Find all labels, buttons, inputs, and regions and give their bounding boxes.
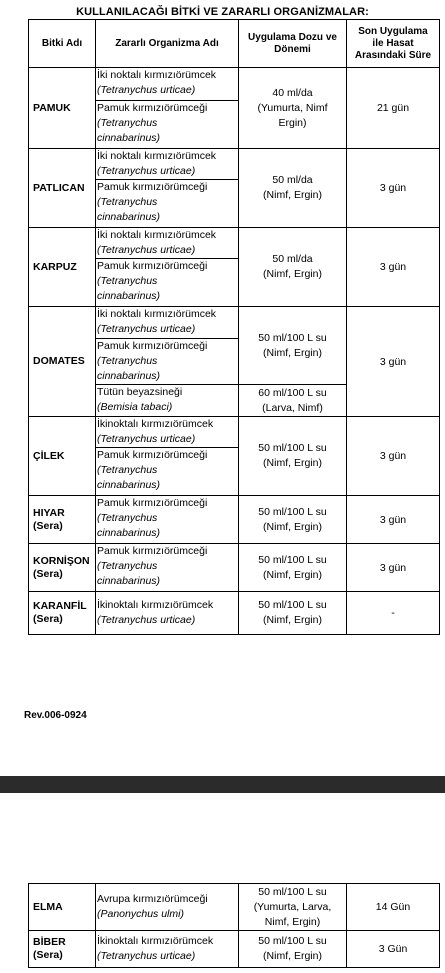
dose-cell: 50 ml/da (Nimf, Ergin) xyxy=(239,149,347,228)
table-row xyxy=(29,884,440,931)
dose-cell: 50 ml/100 L su (Nimf, Ergin) xyxy=(239,496,347,544)
phi-cell: 3 gün xyxy=(347,149,440,228)
pest-cell: İkinoktalı kırmızıörümcek (Tetranychus urticae) xyxy=(96,417,239,448)
dose-cell: 50 ml/100 L su (Yumurta, Larva, Nimf, Ergin) xyxy=(239,884,347,931)
pest-cell: Pamuk kırmızıörümceği (Tetranychus cinnabarinus) xyxy=(96,101,239,149)
phi-cell: 3 gün xyxy=(347,307,440,417)
dose-cell: 50 ml/100 L su (Nimf, Ergin) xyxy=(239,544,347,592)
crop-name: ELMA xyxy=(29,884,96,931)
page-title: KULLANILACAĞI BİTKİ VE ZARARLI ORGANİZMALAR: xyxy=(76,6,369,18)
table-row xyxy=(29,307,440,339)
crop-name: KARPUZ xyxy=(29,228,96,307)
pest-cell: İki noktalı kırmızıörümcek (Tetranychus urticae) xyxy=(96,228,239,259)
dose-cell: 60 ml/100 L su (Larva, Nimf) xyxy=(239,385,347,417)
table-row xyxy=(29,68,440,101)
table-row xyxy=(29,592,440,635)
crop-pest-table xyxy=(28,19,440,635)
crop-name: DOMATES xyxy=(29,307,96,417)
dose-cell: 50 ml/100 L su (Nimf, Ergin) xyxy=(239,931,347,968)
crop-pest-table-continued xyxy=(28,883,440,968)
pest-cell: Pamuk kırmızıörümceği (Tetranychus cinnabarinus) xyxy=(96,496,239,544)
header-crop: Bitki Adı xyxy=(29,20,96,68)
pest-cell: Avrupa kırmızıörümceği (Panonychus ulmi) xyxy=(96,884,239,931)
pest-cell: Pamuk kırmızıörümceği (Tetranychus cinnabarinus) xyxy=(96,180,239,228)
table-row xyxy=(29,417,440,448)
dose-cell: 50 ml/100 L su (Nimf, Ergin) xyxy=(239,417,347,496)
header-pest: Zararlı Organizma Adı xyxy=(96,20,239,68)
phi-cell: 3 gün xyxy=(347,496,440,544)
header-phi: Son Uygulama ile Hasat Arasındaki Süre xyxy=(347,20,440,68)
crop-name: BİBER (Sera) xyxy=(29,931,96,968)
crop-name: HIYAR (Sera) xyxy=(29,496,96,544)
pest-cell: İkinoktalı kırmızıörümcek (Tetranychus urticae) xyxy=(96,931,239,968)
phi-cell: 3 gün xyxy=(347,544,440,592)
phi-cell: 3 gün xyxy=(347,417,440,496)
header-dose: Uygulama Dozu ve Dönemi xyxy=(239,20,347,68)
crop-name: ÇİLEK xyxy=(29,417,96,496)
phi-cell: 21 gün xyxy=(347,68,440,149)
pest-cell: Pamuk kırmızıörümceği (Tetranychus cinnabarinus) xyxy=(96,339,239,385)
revision-code: Rev.006-0924 xyxy=(24,710,87,721)
table-row xyxy=(29,544,440,592)
pest-cell: İki noktalı kırmızıörümcek (Tetranychus urticae) xyxy=(96,307,239,339)
table-row xyxy=(29,228,440,259)
pest-cell: Pamuk kırmızıörümceği (Tetranychus cinnabarinus) xyxy=(96,259,239,307)
table-row xyxy=(29,149,440,180)
crop-name: KORNİŞON (Sera) xyxy=(29,544,96,592)
phi-cell: - xyxy=(347,592,440,635)
phi-cell: 14 Gün xyxy=(347,884,440,931)
pest-cell: Tütün beyazsineği (Bemisia tabaci) xyxy=(96,385,239,417)
pest-cell: Pamuk kırmızıörümceği (Tetranychus cinnabarinus) xyxy=(96,448,239,496)
crop-name: PAMUK xyxy=(29,68,96,149)
pest-cell: Pamuk kırmızıörümceği (Tetranychus cinnabarinus) xyxy=(96,544,239,592)
pest-cell: İkinoktalı kırmızıörümcek (Tetranychus urticae) xyxy=(96,592,239,635)
crop-name: KARANFİL (Sera) xyxy=(29,592,96,635)
dose-cell: 40 ml/da (Yumurta, Nimf Ergin) xyxy=(239,68,347,149)
table-header-row xyxy=(29,20,440,68)
phi-cell: 3 gün xyxy=(347,228,440,307)
page-separator-bar xyxy=(0,776,445,793)
dose-cell: 50 ml/100 L su (Nimf, Ergin) xyxy=(239,307,347,385)
pest-cell: İki noktalı kırmızıörümcek (Tetranychus urticae) xyxy=(96,149,239,180)
table-row xyxy=(29,931,440,968)
dose-cell: 50 ml/100 L su (Nimf, Ergin) xyxy=(239,592,347,635)
table-row xyxy=(29,496,440,544)
dose-cell: 50 ml/da (Nimf, Ergin) xyxy=(239,228,347,307)
phi-cell: 3 Gün xyxy=(347,931,440,968)
crop-name: PATLICAN xyxy=(29,149,96,228)
pest-cell: İki noktalı kırmızıörümcek (Tetranychus urticae) xyxy=(96,68,239,101)
